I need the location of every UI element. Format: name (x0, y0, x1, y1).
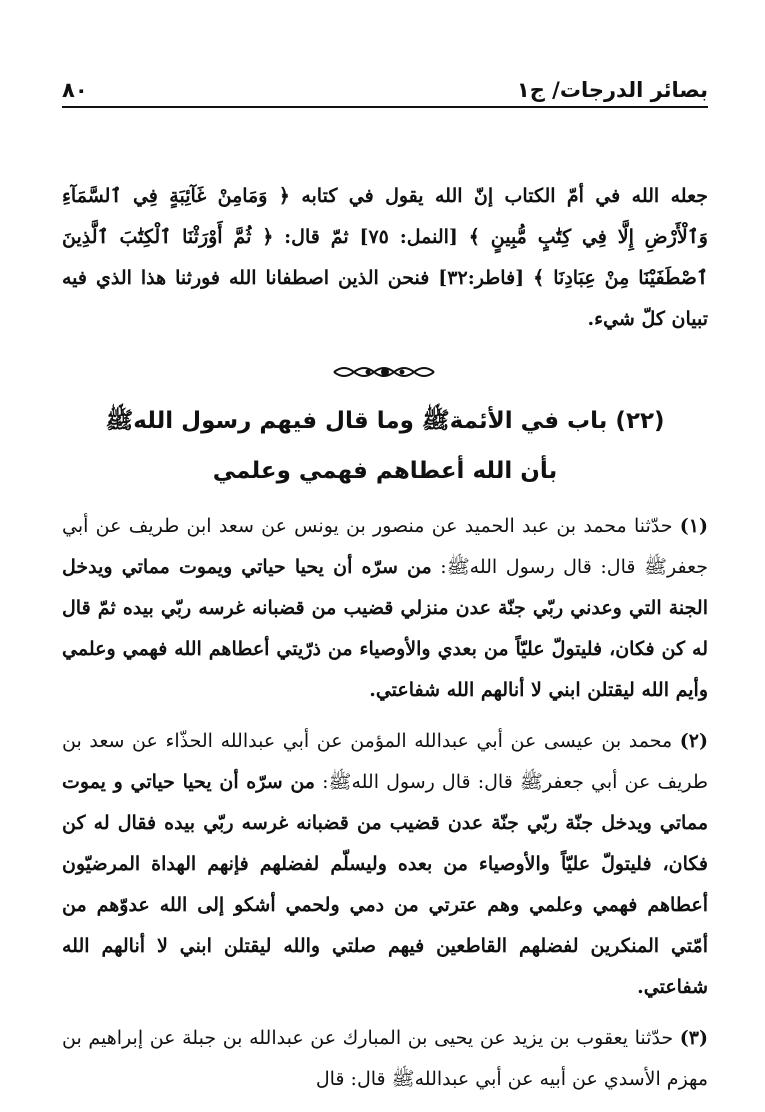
intro-text-1: جعله الله في أمّ الكتاب إنّ الله يقول في كتابه (289, 185, 708, 207)
page-header (62, 70, 708, 102)
hadith-chain: محمد بن عيسى عن أبي عبدالله المؤمن عن أبي عبدالله الحذّاء عن سعد بن طريف عن أبي جعفرﷺ قال: قال رسول اللهﷺ: (62, 730, 708, 793)
hadith-chain: حدّثنا محمد بن عبد الحميد عن منصور بن يونس عن سعد ابن طريف عن أبي جعفرﷺ قال: قال رسول اللهﷺ: (62, 515, 709, 578)
page-number: ٨٠ (62, 78, 88, 102)
hadith-chain: حدّثنا يعقوب بن يزيد عن يحيى بن المبارك عن عبدالله بن جبلة عن إبراهيم بن مهزم الأسدي عن أبيه عن أبي عبداللهﷺ قال: قال (62, 1027, 708, 1090)
hadith-text: من سرّه أن يحيا حياتي ويموت مماتي ويدخل الجنة التي وعدني ربّي جنّة عدن منزلي قضيب من قضبانه غرسه ربّي بيده ثمّ قال له كن فكان، فليتولّ عليّاً من بعدي والأوصياء من ذرّيتي أعطاهم الله فهمي وعلمي وأيم الله ليقتلن ابني لا أنالهم الله شفاعتي. (62, 556, 708, 701)
section-ornament (62, 360, 708, 384)
quran-verse-1: ﴿ وَمَامِنْ غَآئِبَةٍ فِي ٱلسَّمَآءِ وَٱلْأَرْضِ إِلَّا فِي كِتَٰبٍ مُّبِينٍ ﴾ (62, 185, 708, 248)
hadith-text: من سرّه أن يحيا حياتي و يموت مماتي ويدخل جنّة ربّي جنّة عدن قضيب من قضبانه غرسه ربّي بيده فقال له كن فكان، فليتولّ عليّاً والأوصياء من بعده وليسلّم لفضلهم فإنهم الهداة المرضيّون أعطاهم فهمي وعلمي وهم عترتي من دمي ولحمي أشكو إلى الله عدوّهم من أمّتي المنكرين لفضلهم القاطعين فيهم صلتي والله ليقتلن ابني لا أنالهم الله شفاعتي. (62, 771, 708, 998)
intro-text-3: [فاطر:٣٢] فنحن الذين اصطفانا الله فورثنا هذا الذي فيه تبيان كلّ شيء. (62, 267, 708, 330)
intro-text-2: [النمل: ٧٥] ثمّ قال: (273, 226, 469, 248)
running-title: بصائر الدرجات/ ج١ (516, 78, 708, 102)
chapter-title-line-1: (٢٢) باب في الأئمةﷺ وما قال فيهم رسول اللهﷺ (105, 408, 665, 434)
hadith-number: (٣) (679, 1027, 708, 1049)
hadith-number: (١) (679, 515, 708, 537)
chapter-title-line-2: بأن الله أعطاهم فهمي وعلمي (212, 458, 558, 484)
ornament-divider-icon (330, 360, 440, 384)
quran-verse-2: ﴿ ثُمَّ أَوْرَثْنَا ٱلْكِتَٰبَ ٱلَّذِينَ ٱصْطَفَيْنَا مِنْ عِبَادِنَا ﴾ (62, 226, 708, 289)
book-page (62, 70, 708, 1100)
hadith-1 (62, 506, 708, 711)
hadith-3 (62, 1018, 708, 1100)
intro-paragraph (62, 176, 708, 340)
hadith-number: (٢) (679, 730, 708, 752)
hadith-2 (62, 721, 708, 1008)
header-rule (62, 106, 708, 108)
